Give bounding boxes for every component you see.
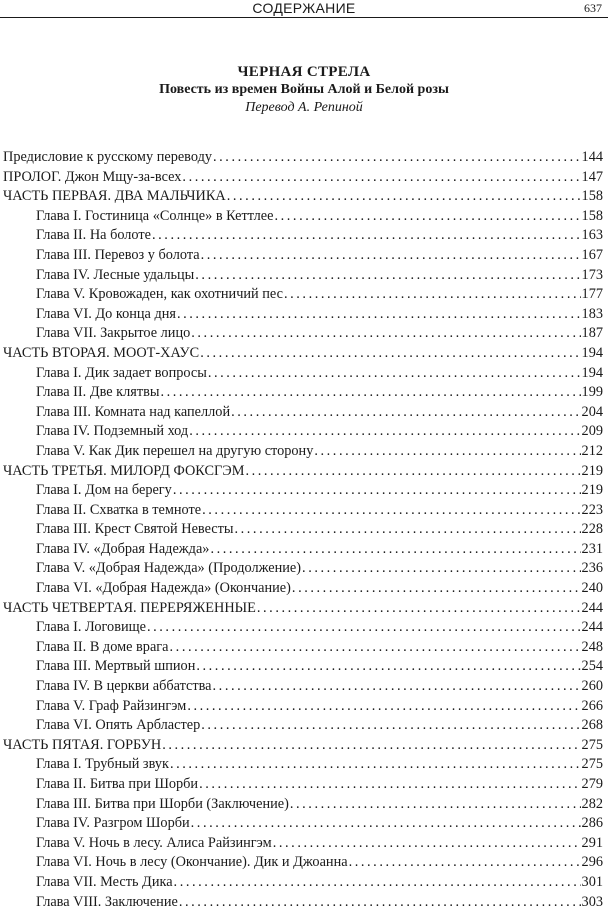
toc-entry-label: Глава III. Крест Святой Невесты: [36, 521, 234, 538]
toc-dot-leader: [191, 324, 580, 344]
toc-dot-leader: [173, 481, 581, 501]
toc-dot-leader: [213, 677, 581, 697]
toc-entry-page: 147: [581, 168, 603, 185]
toc-entry-page: 244: [581, 599, 603, 616]
toc-dot-leader: [170, 755, 581, 775]
toc-entry-label: Глава II. В доме врага: [36, 638, 169, 655]
toc-dot-leader: [290, 795, 581, 815]
toc-entry-label: Глава V. Граф Райзингэм: [36, 697, 187, 714]
toc-entry-page: 286: [581, 815, 603, 832]
toc-entry-page: 228: [581, 521, 603, 538]
toc-chapter-entry[interactable]: [3, 207, 603, 227]
toc-chapter-entry[interactable]: [3, 559, 603, 579]
toc-entry[interactable]: [3, 168, 603, 188]
toc-chapter-entry[interactable]: [3, 579, 603, 599]
toc-chapter-entry[interactable]: [3, 403, 603, 423]
toc-entry-page: 219: [581, 462, 603, 479]
toc-entry-page: 177: [581, 286, 603, 303]
toc-entry-label: Глава V. «Добрая Надежда» (Продолжение): [36, 560, 302, 577]
toc-part-entry[interactable]: [3, 736, 603, 756]
toc-entry-label: Глава II. Схватка в темноте: [36, 501, 202, 518]
toc-chapter-entry[interactable]: [3, 873, 603, 893]
toc-chapter-entry[interactable]: [3, 246, 603, 266]
toc-dot-leader: [284, 285, 581, 305]
toc-entry-page: 260: [581, 678, 603, 695]
toc-dot-leader: [196, 657, 580, 677]
toc-entry-label: Глава IV. Разгром Шорби: [36, 815, 190, 832]
toc-entry-label: ЧАСТЬ ПЕРВАЯ. ДВА МАЛЬЧИКА: [3, 188, 226, 205]
table-of-contents: [3, 148, 603, 912]
toc-entry-page: 301: [581, 873, 603, 890]
toc-dot-leader: [273, 834, 581, 854]
toc-entry-label: Глава III. Перевоз у болота: [36, 246, 200, 263]
toc-chapter-entry[interactable]: [3, 638, 603, 658]
toc-dot-leader: [189, 422, 580, 442]
toc-entry-label: Глава I. Гостиница «Солнце» в Кеттлее: [36, 207, 274, 224]
toc-dot-leader: [208, 364, 581, 384]
toc-entry-page: 144: [581, 149, 603, 165]
toc-entry-page: 219: [581, 482, 603, 499]
toc-entry-page: 248: [581, 638, 603, 655]
toc-entry-label: Глава VI. Ночь в лесу (Окончание). Дик и Джоанна: [36, 854, 348, 871]
toc-entry-page: 240: [581, 580, 603, 597]
toc-entry-page: 167: [581, 246, 603, 263]
toc-entry-label: Глава IV. В церкви аббатства: [36, 678, 212, 695]
toc-entry-page: 291: [581, 834, 603, 851]
toc-entry-label: Глава III. Комната над капеллой: [36, 403, 231, 420]
toc-dot-leader: [257, 599, 581, 619]
toc-entry[interactable]: [3, 148, 603, 168]
toc-entry-label: ЧАСТЬ ЧЕТВЕРТАЯ. ПЕРЕРЯЖЕННЫЕ: [3, 599, 256, 616]
toc-entry-label: Глава I. Трубный звук: [36, 756, 169, 773]
toc-entry-page: 199: [581, 384, 603, 401]
toc-entry-label: Глава VI. До конца дня: [36, 305, 176, 322]
toc-entry-label: Глава II. Две клятвы: [36, 384, 160, 401]
toc-entry-label: Глава I. Дом на берегу: [36, 482, 172, 499]
toc-chapter-entry[interactable]: [3, 383, 603, 403]
toc-entry-page: 173: [581, 266, 603, 283]
toc-entry-page: 244: [581, 619, 603, 636]
toc-chapter-entry[interactable]: [3, 677, 603, 697]
toc-dot-leader: [231, 403, 580, 423]
toc-entry-page: 194: [581, 364, 603, 381]
toc-entry-page: 223: [581, 501, 603, 518]
toc-dot-leader: [162, 736, 580, 756]
toc-entry-page: 296: [581, 854, 603, 871]
running-header-title: СОДЕРЖАНИЕ: [252, 0, 356, 16]
toc-entry-label: Глава VI. Опять Арбластер: [36, 717, 201, 734]
header-rule: [0, 17, 608, 18]
toc-chapter-entry[interactable]: [3, 716, 603, 736]
toc-entry-label: Глава VII. Закрытое лицо: [36, 325, 191, 342]
toc-entry-page: 266: [581, 697, 603, 714]
toc-dot-leader: [179, 893, 581, 913]
work-subtitle: Повесть из времен Войны Алой и Белой розы: [159, 82, 449, 97]
work-title: ЧЕРНАЯ СТРЕЛА: [237, 64, 371, 80]
toc-entry-page: 268: [581, 717, 603, 734]
toc-entry-label: Глава IV. Лесные удальцы: [36, 266, 195, 283]
toc-chapter-entry[interactable]: [3, 775, 603, 795]
toc-entry-page: 275: [581, 756, 603, 773]
toc-dot-leader: [160, 383, 580, 403]
toc-dot-leader: [174, 873, 581, 893]
toc-dot-leader: [314, 442, 580, 462]
toc-chapter-entry[interactable]: [3, 657, 603, 677]
toc-entry-label: ПРОЛОГ. Джон Мщу-за-всех: [3, 168, 182, 185]
toc-entry-label: Глава I. Логовище: [36, 619, 146, 636]
toc-entry-label: Глава I. Дик задает вопросы: [36, 364, 207, 381]
toc-entry-page: 204: [581, 403, 603, 420]
toc-dot-leader: [201, 716, 580, 736]
toc-chapter-entry[interactable]: [3, 364, 603, 384]
toc-entry-page: 212: [581, 442, 603, 459]
toc-dot-leader: [292, 579, 581, 599]
toc-entry-page: 236: [581, 560, 603, 577]
toc-entry-page: 163: [581, 227, 603, 244]
toc-chapter-entry[interactable]: [3, 226, 603, 246]
toc-part-entry[interactable]: [3, 187, 603, 207]
toc-dot-leader: [147, 618, 581, 638]
toc-entry-label: Глава V. Кровожаден, как охотничий пес: [36, 286, 283, 303]
toc-entry-page: 275: [581, 736, 603, 753]
toc-entry-label: ЧАСТЬ ТРЕТЬЯ. МИЛОРД ФОКСГЭМ: [3, 462, 245, 479]
toc-dot-leader: [349, 853, 581, 873]
toc-dot-leader: [210, 540, 580, 560]
toc-chapter-entry[interactable]: [3, 618, 603, 638]
work-translator: Перевод А. Репиной: [245, 100, 363, 115]
toc-chapter-entry[interactable]: [3, 697, 603, 717]
toc-dot-leader: [274, 207, 580, 227]
toc-part-entry[interactable]: [3, 599, 603, 619]
toc-dot-leader: [200, 344, 580, 364]
toc-dot-leader: [213, 148, 581, 168]
toc-entry-label: Глава II. На болоте: [36, 227, 151, 244]
toc-chapter-entry[interactable]: [3, 481, 603, 501]
toc-entry-page: 282: [581, 795, 603, 812]
toc-entry-label: Предисловие к русскому переводу: [3, 149, 212, 165]
toc-chapter-entry[interactable]: [3, 285, 603, 305]
toc-entry-label: Глава VII. Месть Дика: [36, 873, 173, 890]
toc-dot-leader: [152, 226, 581, 246]
toc-chapter-entry[interactable]: [3, 893, 603, 913]
toc-chapter-entry[interactable]: [3, 442, 603, 462]
toc-entry-label: ЧАСТЬ ВТОРАЯ. МООТ-ХАУС: [3, 344, 200, 361]
toc-entry-label: ЧАСТЬ ПЯТАЯ. ГОРБУН: [3, 736, 162, 753]
toc-dot-leader: [202, 501, 580, 521]
toc-dot-leader: [201, 246, 581, 266]
toc-entry-label: Глава II. Битва при Шорби: [36, 776, 199, 792]
toc-dot-leader: [191, 814, 581, 834]
page-number: 637: [584, 1, 602, 15]
toc-entry-page: 194: [581, 344, 603, 361]
toc-dot-leader: [182, 168, 580, 188]
toc-chapter-entry[interactable]: [3, 324, 603, 344]
toc-entry-label: Глава IV. Подземный ход: [36, 423, 189, 440]
toc-dot-leader: [234, 520, 580, 540]
toc-chapter-entry[interactable]: [3, 422, 603, 442]
toc-entry-page: 158: [581, 207, 603, 224]
toc-entry-label: Глава V. Ночь в лесу. Алиса Райзингэм: [36, 834, 272, 851]
toc-entry-page: 183: [581, 305, 603, 322]
toc-chapter-entry[interactable]: [3, 795, 603, 815]
toc-entry-label: Глава III. Мертвый шпион: [36, 658, 196, 675]
toc-dot-leader: [199, 775, 580, 795]
toc-dot-leader: [170, 638, 581, 658]
toc-entry-label: Глава IV. «Добрая Надежда»: [36, 540, 210, 557]
toc-part-entry[interactable]: [3, 462, 603, 482]
toc-entry-page: 231: [581, 540, 603, 557]
toc-chapter-entry[interactable]: [3, 853, 603, 873]
toc-dot-leader: [177, 305, 581, 325]
toc-dot-leader: [195, 266, 580, 286]
toc-dot-leader: [227, 187, 581, 207]
toc-entry-page: 303: [581, 893, 603, 910]
toc-chapter-entry[interactable]: [3, 814, 603, 834]
toc-dot-leader: [245, 462, 580, 482]
toc-entry-page: 279: [581, 776, 603, 792]
toc-entry-page: 187: [581, 325, 603, 342]
work-title-block: [0, 64, 608, 116]
toc-chapter-entry[interactable]: [3, 520, 603, 540]
running-header: [0, 0, 608, 18]
toc-chapter-entry[interactable]: [3, 501, 603, 521]
toc-entry-page: 158: [581, 188, 603, 205]
toc-chapter-entry[interactable]: [3, 305, 603, 325]
toc-entry-page: 254: [581, 658, 603, 675]
toc-entry-label: Глава V. Как Дик перешел на другую сторону: [36, 442, 314, 459]
toc-entry-label: Глава VI. «Добрая Надежда» (Окончание): [36, 580, 291, 597]
toc-dot-leader: [187, 697, 580, 717]
toc-chapter-entry[interactable]: [3, 755, 603, 775]
toc-entry-page: 209: [581, 423, 603, 440]
toc-entry-label: Глава VIII. Заключение: [36, 893, 178, 910]
toc-chapter-entry[interactable]: [3, 266, 603, 286]
toc-chapter-entry[interactable]: [3, 834, 603, 854]
toc-dot-leader: [302, 559, 581, 579]
toc-entry-label: Глава III. Битва при Шорби (Заключение): [36, 795, 289, 812]
toc-part-entry[interactable]: [3, 344, 603, 364]
toc-chapter-entry[interactable]: [3, 540, 603, 560]
